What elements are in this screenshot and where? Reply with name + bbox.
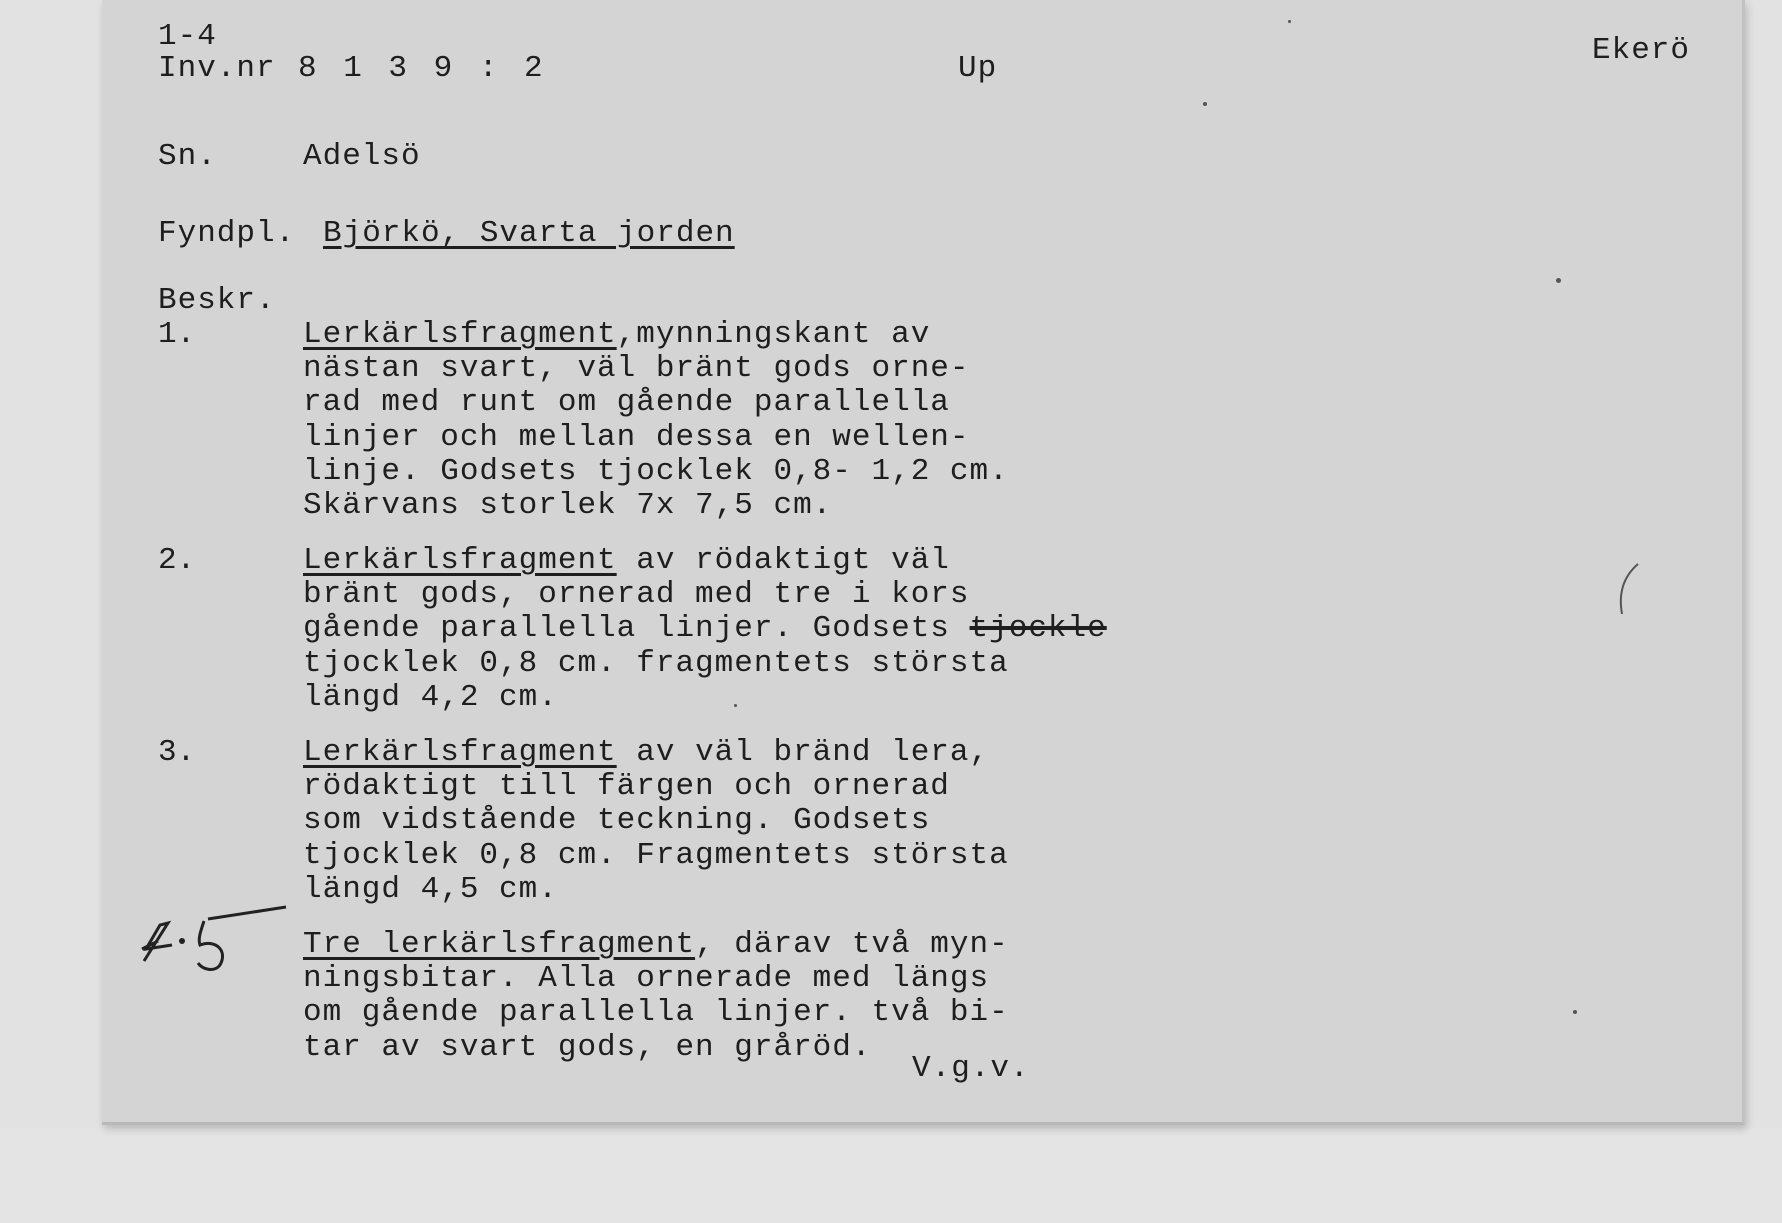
item-text: av väl bränd lera, [616, 735, 990, 770]
find-place-label: Fyndpl. [158, 216, 296, 251]
item-title: Lerkärlsfragment [303, 735, 617, 770]
dust-speck [1203, 102, 1207, 106]
item-text: som vidstående teckning. Godsets [303, 803, 931, 839]
item-text: Skärvans storlek 7x 7,5 cm. [303, 488, 833, 524]
pencil-mark [1612, 560, 1642, 620]
item-title: Lerkärlsfragment [303, 543, 617, 578]
dust-speck [734, 704, 737, 707]
find-place-value: Björkö, Svarta jorden [323, 216, 735, 251]
parish-label: Sn. [158, 139, 217, 174]
list-item [303, 318, 1009, 523]
item-text: gående parallella linjer. Godsets [303, 611, 970, 647]
item-text: tjocklek 0,8 cm. fragmentets största [303, 645, 1009, 681]
item-text: linje. Godsets tjocklek 0,8- 1,2 cm. [303, 453, 1009, 489]
item-title: Lerkärlsfragment [303, 317, 617, 352]
card-code: 1-4 [158, 19, 217, 54]
inv-number: 8 1 3 9 : 2 [298, 51, 547, 86]
item-text: av rödaktigt väl [616, 543, 950, 578]
item-text: rödaktigt till färgen och ornerad [303, 769, 950, 805]
dust-speck [1573, 1010, 1577, 1014]
dust-speck [1288, 20, 1291, 23]
scan-background [0, 1128, 1782, 1223]
item-text: linjer och mellan dessa en wellen- [303, 419, 970, 455]
district-name: Ekerö [1592, 33, 1691, 68]
item-text: bränt gods, ornerad med tre i kors [303, 577, 970, 613]
item-title: Tre lerkärlsfragment [303, 927, 696, 962]
struck-word: tjockle [969, 611, 1107, 647]
item-text: rad med runt om gående parallella [303, 385, 950, 421]
item-number: 2. [158, 543, 196, 578]
item-text: om gående parallella linjer. två bi- [303, 995, 1009, 1031]
item-text: ningsbitar. Alla ornerade med längs [303, 961, 990, 997]
list-item [303, 928, 1009, 1065]
handwritten-number [138, 895, 298, 975]
description-label: Beskr. [158, 283, 276, 318]
item-text: tar av svart gods, en gråröd. [303, 1029, 872, 1065]
item-number: 3. [158, 735, 196, 770]
item-text: , därav två myn- [695, 927, 1009, 962]
item-text: längd 4,5 cm. [303, 871, 558, 907]
item-number: 1. [158, 317, 196, 352]
list-item [303, 736, 1009, 907]
turn-over-note: V.g.v. [912, 1051, 1030, 1086]
parish-value: Adelsö [303, 139, 421, 174]
list-item [303, 544, 1107, 715]
province-code: Up [958, 51, 998, 86]
inv-label: Inv.nr [158, 51, 276, 86]
dust-speck [1556, 278, 1561, 283]
item-text: nästan svart, väl bränt gods orne- [303, 351, 970, 387]
item-text: tjocklek 0,8 cm. Fragmentets största [303, 837, 1009, 873]
item-text: ,mynningskant av [616, 317, 931, 352]
item-text: längd 4,2 cm. [303, 679, 558, 715]
